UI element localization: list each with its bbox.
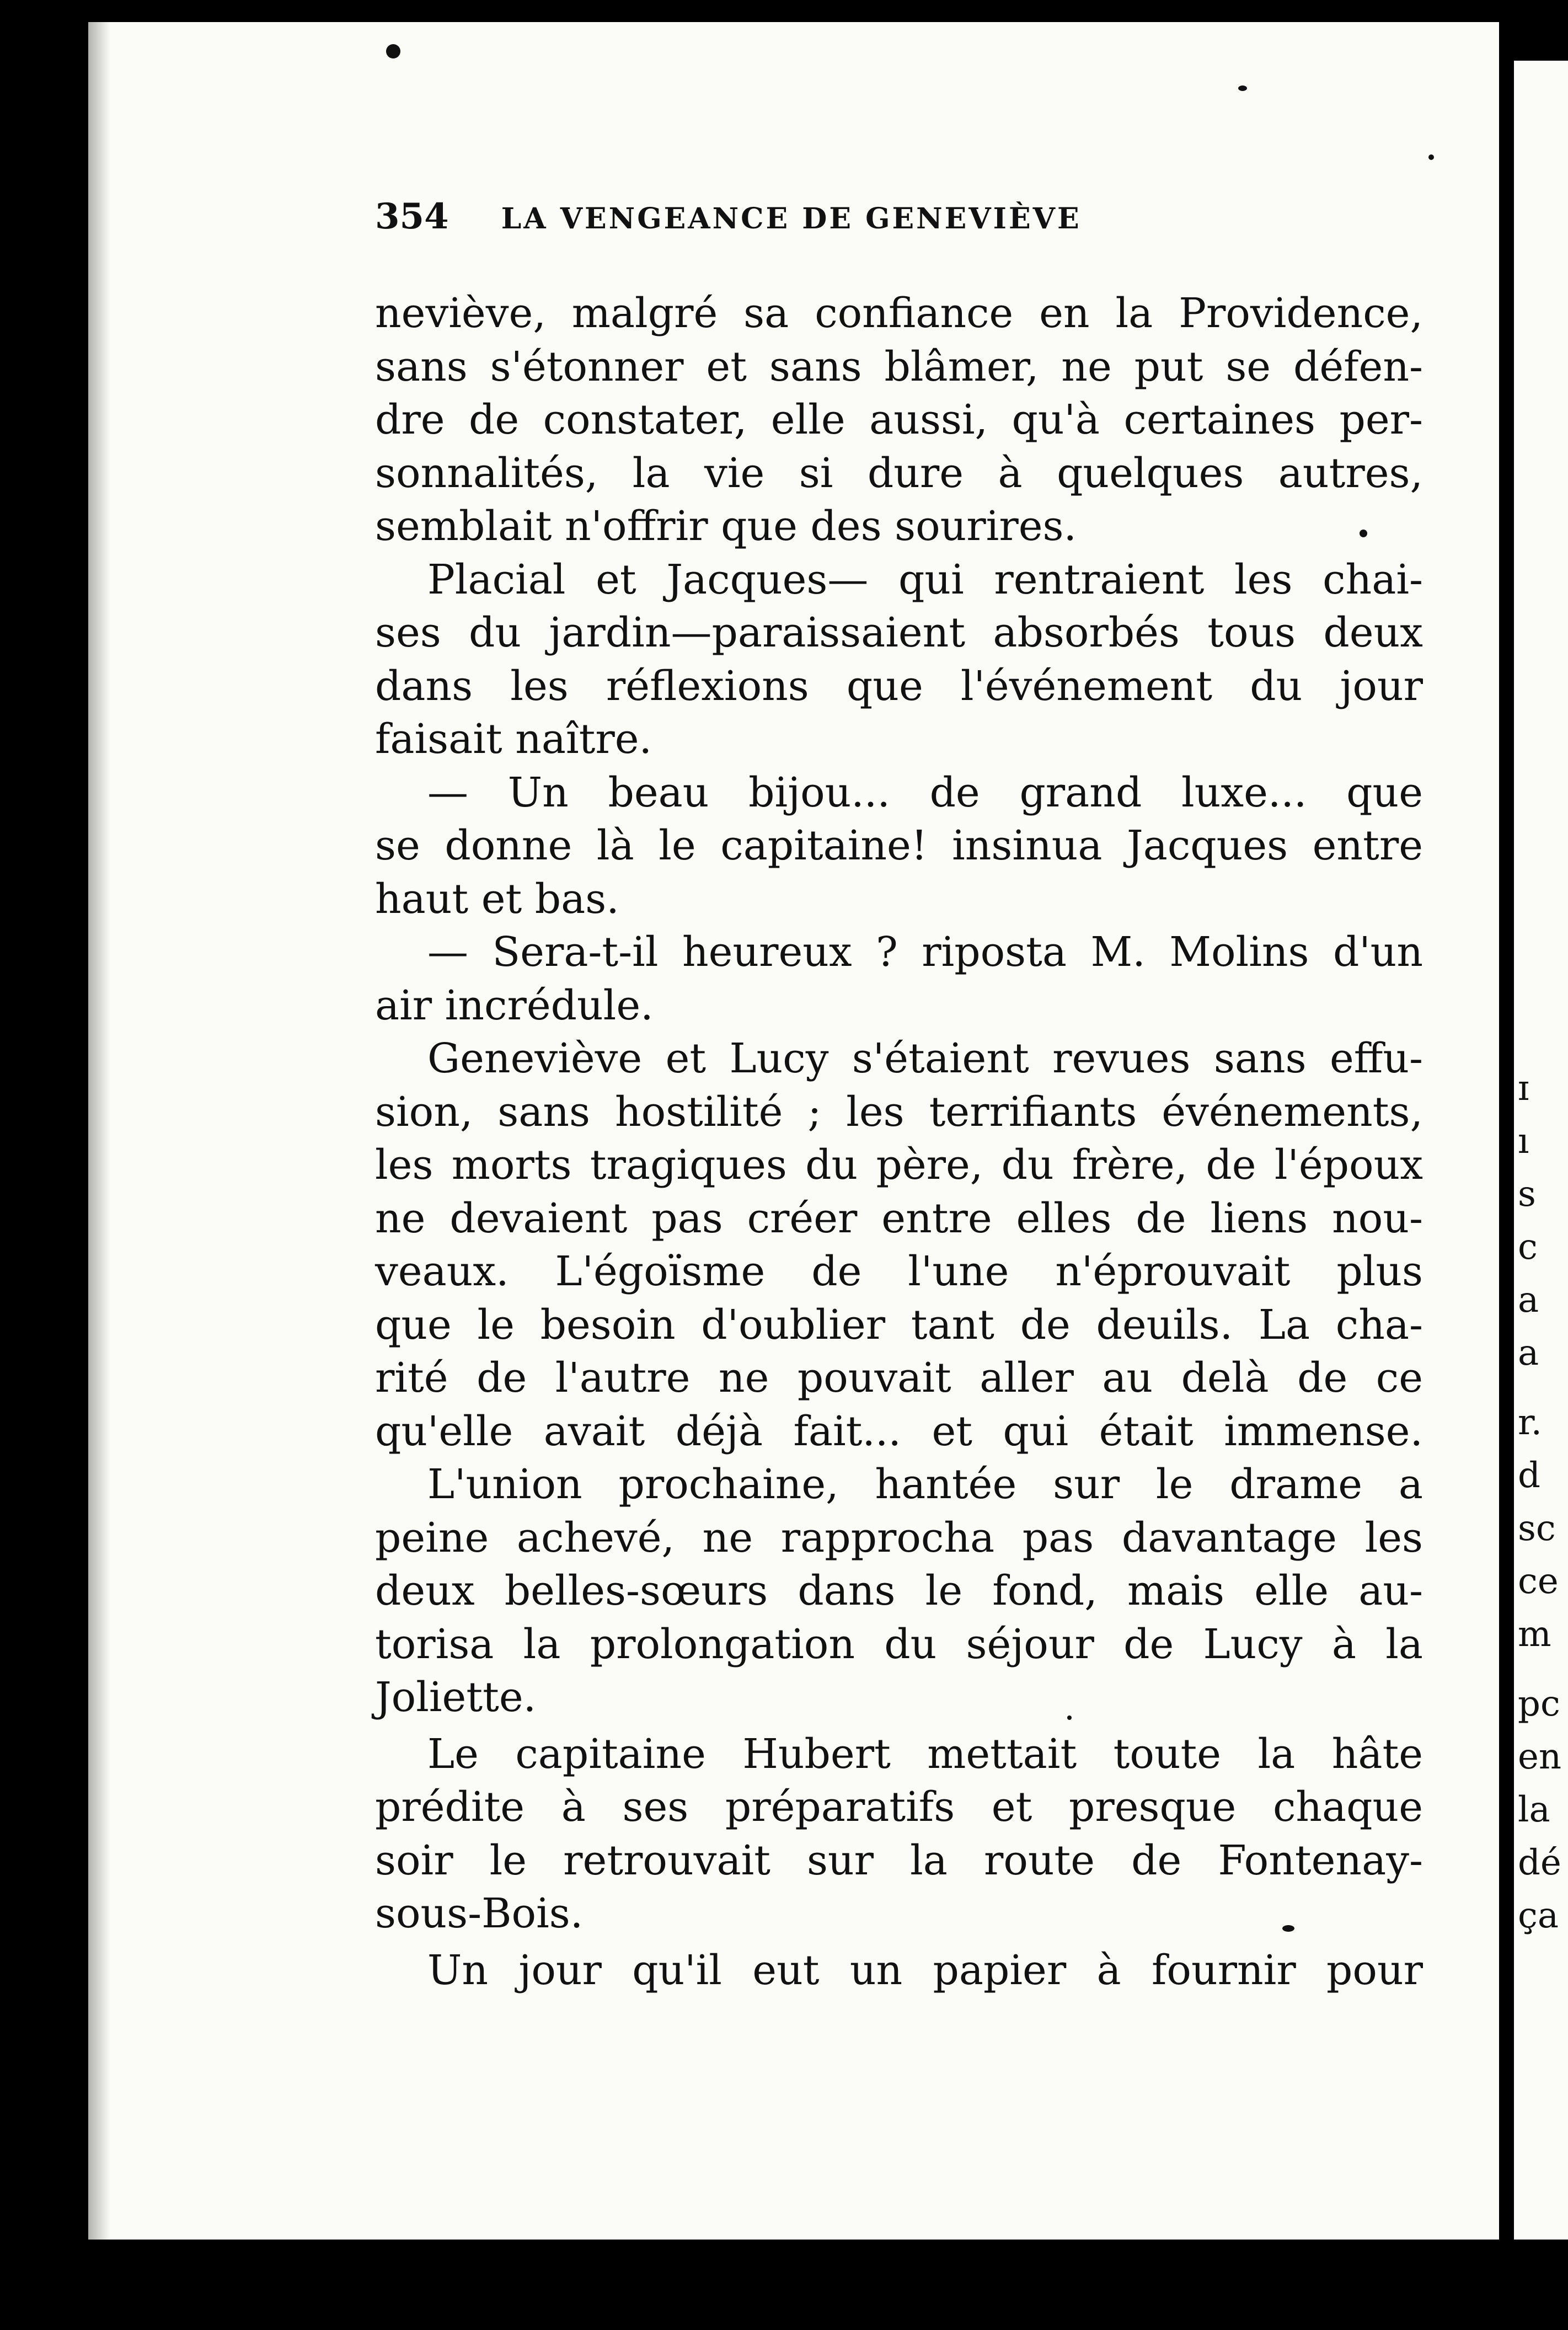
text-line: sion, sans hostilité ; les terrifiants événements,: [375, 1088, 1423, 1136]
page-number: 354: [375, 196, 449, 237]
text-line: veaux. L'égoïsme de l'une n'éprouvait plus: [375, 1248, 1423, 1295]
text-line: deux belles-sœurs dans le fond, mais elle au-: [375, 1567, 1423, 1615]
right-page-fragment: en: [1518, 1736, 1562, 1777]
text-line: soir le retrouvait sur la route de Fontenay-: [375, 1836, 1423, 1884]
text-line: ne devaient pas créer entre elles de liens nou-: [375, 1194, 1423, 1242]
scan-border-bottom: [0, 2240, 1568, 2330]
right-page-fragment: sc: [1518, 1508, 1556, 1549]
text-line: Geneviève et Lucy s'étaient revues sans effu-: [427, 1035, 1423, 1082]
right-page-fragment: a: [1518, 1280, 1539, 1321]
page-gutter: [1499, 22, 1516, 2273]
text-line: les morts tragiques du père, du frère, de l'époux: [375, 1141, 1423, 1189]
right-page-fragment: ce: [1518, 1561, 1559, 1602]
text-line: neviève, malgré sa confiance en la Providence,: [375, 290, 1423, 337]
right-page-fragment: ı: [1518, 1121, 1529, 1162]
text-line: air incrédule.: [375, 981, 654, 1029]
text-line: — Un beau bijou... de grand luxe... que: [427, 768, 1423, 816]
text-line: sonnalités, la vie si dure à quelques autres,: [375, 449, 1423, 497]
text-line: qu'elle avait déjà fait... et qui était immense.: [375, 1407, 1423, 1455]
running-header: [375, 196, 1257, 245]
text-line: — Sera-t-il heureux ? riposta M. Molins d'un: [427, 928, 1423, 976]
right-page-fragment: la: [1518, 1789, 1550, 1830]
right-page-fragment: m: [1518, 1614, 1551, 1655]
text-line: sous-Bois.: [375, 1890, 584, 1937]
right-page-fragment: dé: [1518, 1842, 1561, 1883]
running-title: LA VENGEANCE DE GENEVIÈVE: [501, 202, 1082, 236]
text-line: peine achevé, ne rapprocha pas davantage les: [375, 1514, 1423, 1562]
text-line: faisait naître.: [375, 715, 652, 763]
text-line: dans les réflexions que l'événement du jour: [375, 662, 1423, 710]
text-line: prédite à ses préparatifs et presque chaque: [375, 1783, 1423, 1831]
text-line: dre de constater, elle aussi, qu'à certaines per-: [375, 396, 1423, 443]
text-line: rité de l'autre ne pouvait aller au delà de ce: [375, 1354, 1423, 1402]
body-text: [375, 287, 1423, 1997]
right-page-fragment: d: [1518, 1455, 1540, 1496]
scan-speck: [1238, 85, 1247, 91]
scan-speck: [386, 44, 400, 58]
right-page-text-fragments: [1518, 1062, 1567, 1942]
text-line: semblait n'offrir que des sourires.: [375, 503, 1077, 550]
text-line: haut et bas.: [375, 875, 619, 923]
text-line: Joliette.: [375, 1674, 537, 1721]
text-line: se donne là le capitaine! insinua Jacques entre: [375, 822, 1423, 869]
scan-speck: [1428, 154, 1434, 160]
right-page-fragment: s: [1518, 1174, 1536, 1215]
text-line: Le capitaine Hubert mettait toute la hâte: [427, 1730, 1423, 1778]
text-line: Placial et Jacques— qui rentraient les chai-: [427, 555, 1423, 603]
text-line: ses du jardin—paraissaient absorbés tous deux: [375, 609, 1423, 656]
right-page-fragment: ɪ: [1518, 1068, 1529, 1109]
right-page-fragment: pc: [1518, 1684, 1560, 1724]
right-page-fragment: a: [1518, 1333, 1539, 1374]
right-page-fragment: r.: [1518, 1402, 1542, 1443]
text-line: torisa la prolongation du séjour de Lucy à la: [375, 1620, 1423, 1668]
right-page-fragment: c: [1518, 1227, 1538, 1268]
text-line: Un jour qu'il eut un papier à fournir pour: [427, 1946, 1423, 1994]
text-line: que le besoin d'oublier tant de deuils. La cha-: [375, 1301, 1423, 1349]
left-page-edge-shadow: [88, 22, 110, 2240]
right-page-fragment: ça: [1518, 1895, 1559, 1936]
text-line: L'union prochaine, hantée sur le drame a: [427, 1461, 1423, 1508]
text-line: sans s'étonner et sans blâmer, ne put se défen-: [375, 343, 1423, 391]
